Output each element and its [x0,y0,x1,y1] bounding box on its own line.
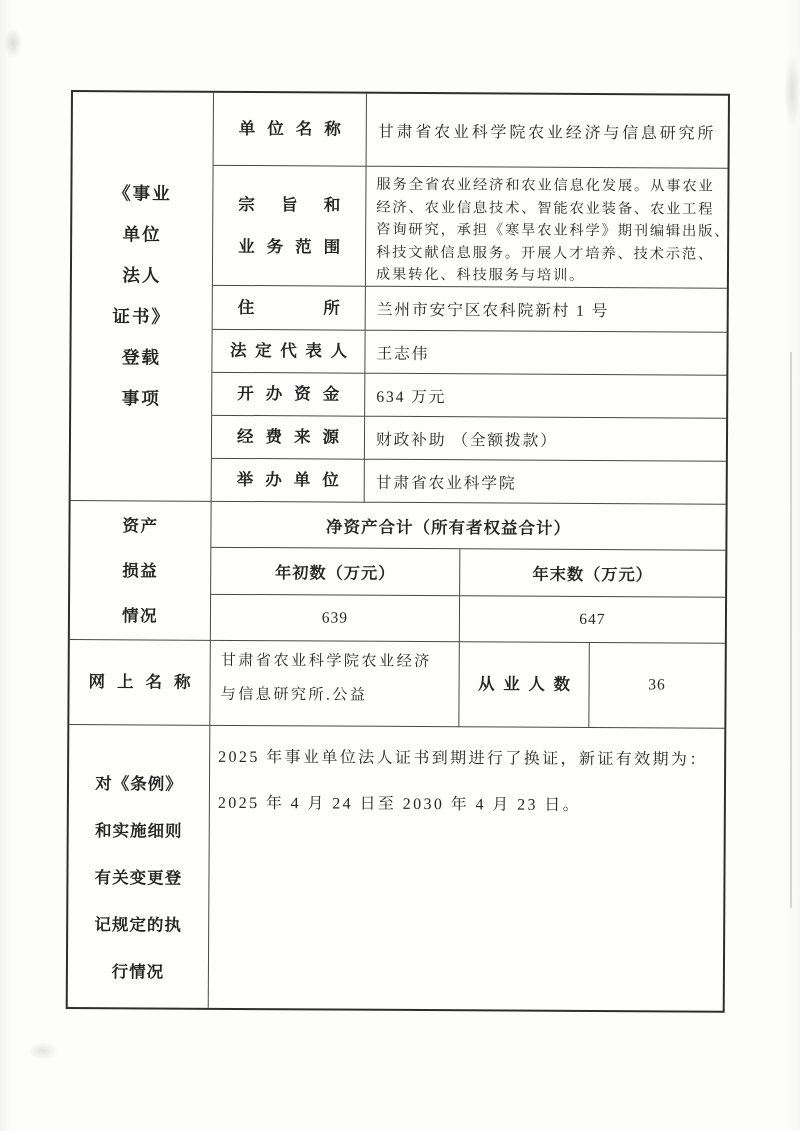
online-name-line: 甘肃省农业科学院农业经济 [220,651,432,671]
value-organizer: 甘肃省农业科学院 [365,460,726,505]
purpose-line: 经济、农业信息技术、智能农业装备、农业工程 [376,199,715,218]
side-label-line: 行情况 [111,961,165,982]
row-label-unit-name [214,93,367,167]
registration-table [66,90,730,1013]
year-start-value: 639 [211,595,460,642]
side-label-line: 资产 [122,515,159,536]
side-label-line: 登载 [121,347,162,368]
label-text: 宗旨和 [238,194,341,215]
row-label-organizer [212,459,365,503]
row-label-online-name [69,640,210,726]
side-label-line: 损益 [122,560,159,581]
value-regulation-compliance [209,726,725,1011]
value-unit-name: 甘肃省农业科学院农业经济与信息研究所 [367,94,728,169]
label-text: 经费来源 [236,426,340,447]
side-label-line: 情况 [121,605,159,626]
side-label-line: 证书》 [112,306,172,327]
label-text: 举办单位 [236,469,339,490]
purpose-line: 咨询研究，承担《寒旱农业科学》期刊编辑出版、 [376,221,731,240]
side-label-line: 法人 [122,265,162,286]
year-start-header: 年初数（万元） [211,548,460,596]
section-label-certificate-items [71,92,214,502]
net-assets-header [211,502,725,551]
value-purpose-scope [366,167,731,289]
scan-smudge [784,52,800,130]
side-label-line: 对《条例》 [95,773,183,794]
label-text: 业务范围 [238,236,341,257]
scan-smudge [28,1042,58,1060]
value-online-name [210,641,459,727]
side-label-line: 和实施细则 [94,820,183,841]
label-text: 法定代表人 [229,340,348,361]
row-label-staff-count [459,642,589,728]
year-end-value: 647 [460,596,725,644]
section-label-asset-profit-loss [70,501,212,641]
label-text: 单位名称 [238,118,341,139]
compliance-line: 2025 年事业单位法人证书到期进行了换证，新证有效期为： [218,748,708,769]
purpose-line: 成果转化、科技服务与培训。 [375,267,586,285]
row-label-address [213,286,366,331]
purpose-line: 科技文献信息服务。开展人才培养、技术示范、 [376,244,715,263]
value-address: 兰州市安宁区农科院新村 1 号 [366,287,727,333]
label-stack [238,193,340,258]
side-label-line: 《事业 [113,183,172,204]
year-end-header: 年末数（万元） [460,549,725,598]
net-assets-header-text: 净资产合计（所有者权益合计） [325,516,572,538]
label-text: 从业人数 [478,674,571,694]
side-label-line: 记规定的执 [94,914,182,935]
side-label-line: 有关变更登 [94,867,183,888]
value-opening-funds: 634 万元 [365,374,726,419]
row-label-legal-representative [212,330,365,374]
label-text: 开办资金 [237,383,340,404]
online-name-line: 与信息研究所.公益 [220,685,368,704]
value-legal-representative: 王志伟 [365,331,726,376]
label-text: 住所 [237,297,340,318]
label-text: 网上名称 [88,672,191,692]
row-label-purpose-scope [213,166,367,287]
value-staff-count: 36 [589,643,724,729]
side-label-line: 事项 [121,388,161,409]
side-label-line: 单位 [122,224,162,245]
section-label-regulation-compliance [68,725,211,1008]
purpose-line: 服务全省农业经济和农业信息化发展。从事农业 [376,176,715,195]
compliance-line: 2025 年 4 月 24 日至 2030 年 4 月 23 日。 [217,794,582,814]
scan-edge-line [790,352,792,908]
row-label-funding-source [212,416,365,460]
row-label-opening-funds [212,373,365,417]
value-funding-source: 财政补助 （全额拨款） [365,417,726,462]
scan-smudge [4,28,22,58]
